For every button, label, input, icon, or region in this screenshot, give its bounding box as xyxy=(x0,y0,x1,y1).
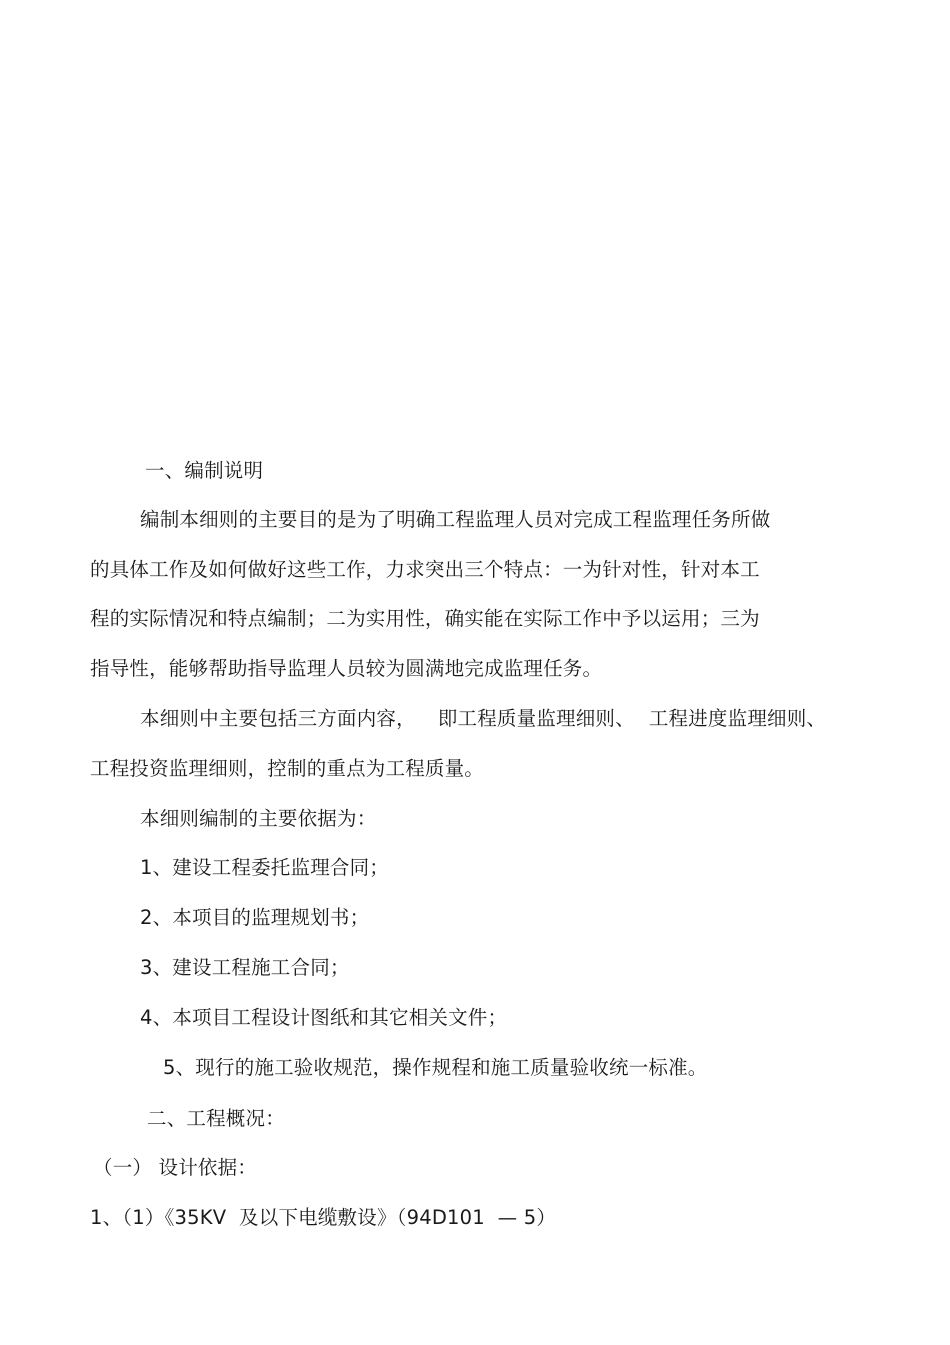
paragraph-2-line-2: 工程投资监理细则，控制的重点为工程质量。 xyxy=(90,757,485,780)
paragraph-1-line-1: 编制本细则的主要目的是为了明确工程监理人员对完成工程监理任务所做 xyxy=(140,508,771,531)
section-1-heading: 一、编制说明 xyxy=(145,459,264,482)
paragraph-1-line-2: 的具体工作及如何做好这些工作，力求突出三个特点：一为针对性，针对本工 xyxy=(90,558,760,581)
paragraph-1-line-3: 程的实际情况和特点编制；二为实用性，确实能在实际工作中予以运用；三为 xyxy=(90,607,760,630)
basis-item-1: 1、建设工程委托监理合同； xyxy=(140,856,390,879)
basis-intro: 本细则编制的主要依据为： xyxy=(140,807,377,830)
basis-item-2: 2、本项目的监理规划书； xyxy=(140,906,370,929)
basis-item-3: 3、建设工程施工合同； xyxy=(140,956,350,979)
paragraph-2-part-2: 即工程质量监理细则、 xyxy=(437,707,635,730)
design-basis-item-1: 1、（1）《35KV 及以下电缆敷设》（94D101 — 5） xyxy=(90,1206,557,1229)
basis-item-4: 4、本项目工程设计图纸和其它相关文件； xyxy=(140,1006,508,1029)
paragraph-2-line-1 xyxy=(140,706,826,732)
paragraph-1-line-4: 指导性，能够帮助指导监理人员较为圆满地完成监理任务。 xyxy=(90,657,603,680)
paragraph-2-part-3: 工程进度监理细则、 xyxy=(648,707,827,730)
paragraph-2-part-1: 本细则中主要包括三方面内容， xyxy=(140,707,416,730)
section-2-heading: 二、工程概况： xyxy=(147,1107,285,1130)
section-2-subheading: （一） 设计依据： xyxy=(93,1156,257,1179)
basis-item-5: 5、现行的施工验收规范，操作规程和施工质量验收统一标准。 xyxy=(163,1056,708,1079)
